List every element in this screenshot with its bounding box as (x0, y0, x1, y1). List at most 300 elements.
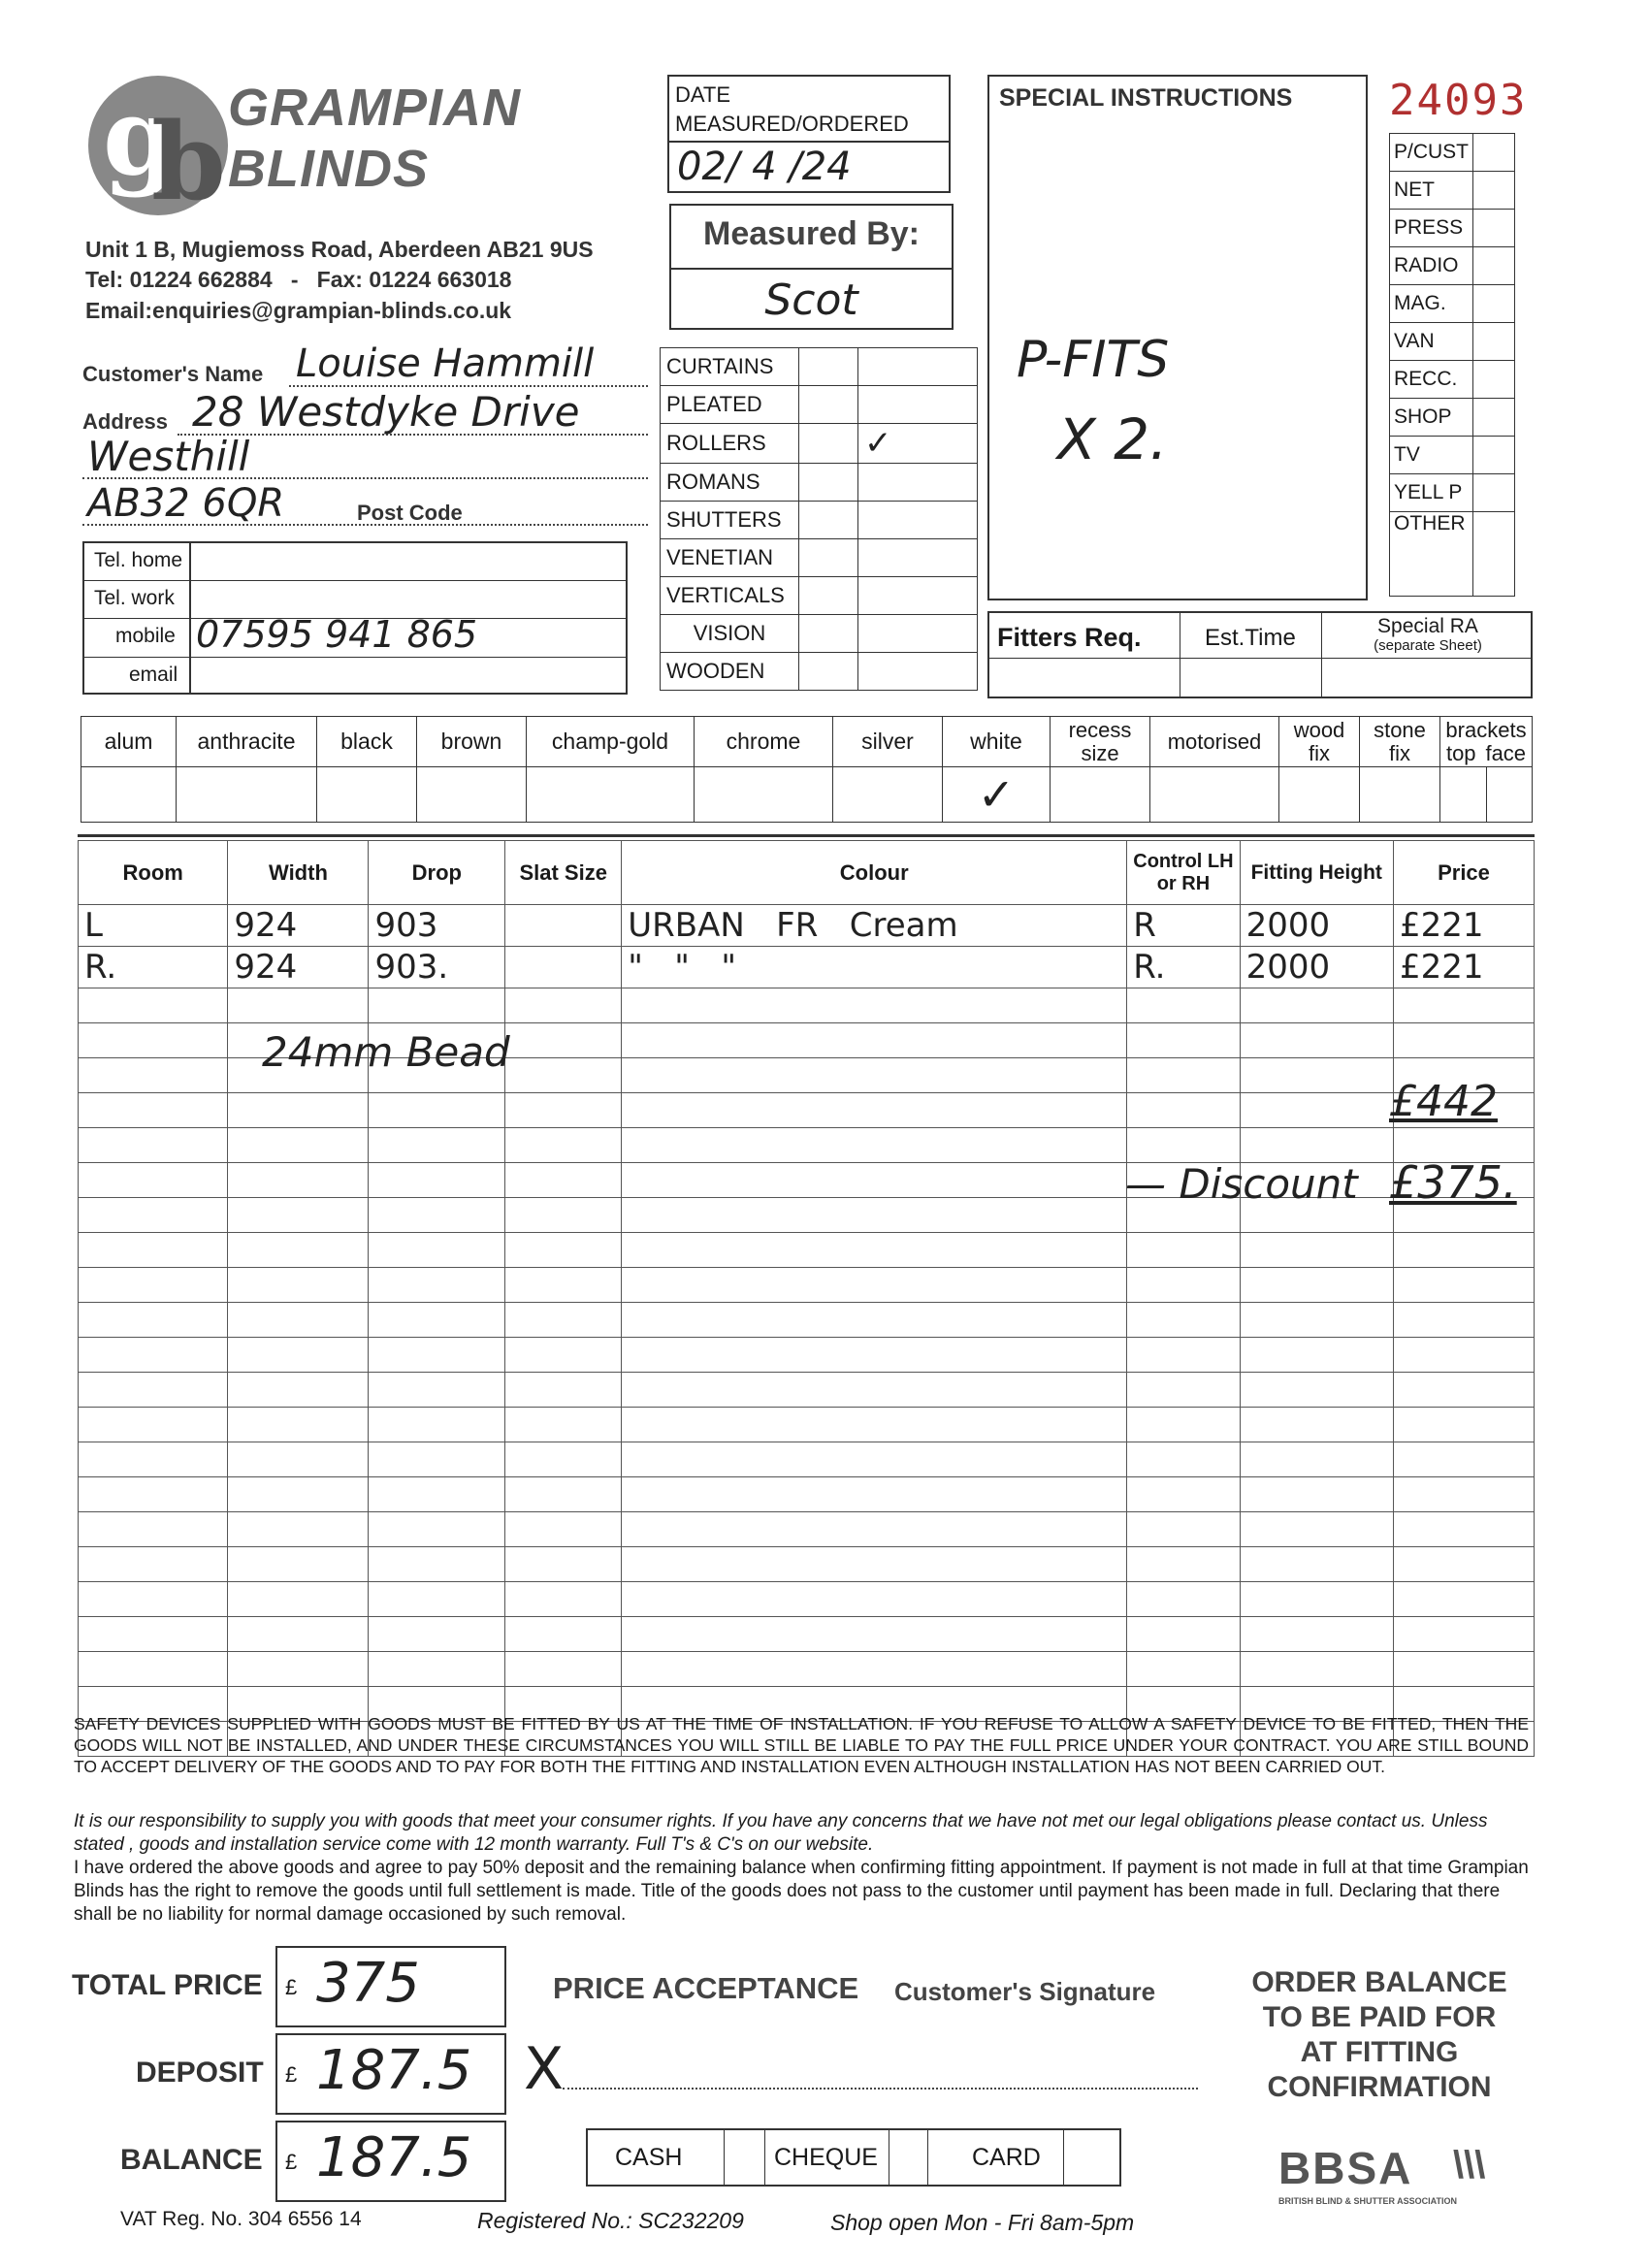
order-cell-slat[interactable] (505, 947, 622, 988)
order-cell-slat[interactable] (505, 1198, 622, 1233)
order-cell-colour[interactable] (622, 1093, 1127, 1128)
order-cell-colour[interactable] (622, 1023, 1127, 1058)
source-checkbox[interactable] (1473, 134, 1515, 172)
order-cell-width[interactable] (228, 1268, 369, 1303)
order-cell-colour[interactable] (622, 1652, 1127, 1687)
col-price: Price (1393, 841, 1534, 905)
order-cell-fitting[interactable] (1240, 1477, 1393, 1512)
order-cell-colour[interactable] (622, 1198, 1127, 1233)
order-cell-control[interactable] (1127, 1233, 1240, 1268)
colour-option-checkbox[interactable] (1150, 767, 1279, 823)
order-cell-control[interactable] (1127, 1652, 1240, 1687)
colour-option-6: silver (833, 717, 943, 767)
col-control: Control LH or RH (1127, 841, 1240, 905)
order-cell-fitting[interactable] (1240, 1582, 1393, 1617)
order-cell-colour[interactable] (622, 1512, 1127, 1547)
source-checkbox[interactable] (1473, 172, 1515, 210)
order-cell-fitting[interactable] (1240, 1128, 1393, 1163)
balance-label: BALANCE (120, 2144, 263, 2176)
order-cell-drop[interactable] (369, 1338, 505, 1373)
order-cell-width[interactable] (228, 1093, 369, 1128)
order-cell-control[interactable] (1127, 1058, 1240, 1093)
order-cell-room[interactable] (79, 1512, 228, 1547)
postcode-value[interactable]: AB32 6QR (87, 481, 285, 526)
col-fitting: Fitting Height (1240, 841, 1393, 905)
order-cell-width[interactable] (228, 1373, 369, 1408)
order-cell-drop[interactable] (369, 1303, 505, 1338)
order-cell-colour[interactable] (622, 1373, 1127, 1408)
order-cell-slat[interactable] (505, 1442, 622, 1477)
order-cell-slat[interactable] (505, 1268, 622, 1303)
source-checkbox[interactable] (1473, 361, 1515, 399)
order-cell-colour[interactable] (622, 1233, 1127, 1268)
order-note[interactable]: 24mm Bead (262, 1028, 510, 1076)
order-cell-width[interactable] (228, 1233, 369, 1268)
order-cell-fitting[interactable] (1240, 1442, 1393, 1477)
source-checkbox[interactable] (1473, 210, 1515, 247)
product-type-checkbox-2[interactable] (858, 386, 978, 424)
order-cell-width[interactable] (228, 1582, 369, 1617)
order-cell-colour[interactable] (622, 1268, 1127, 1303)
order-cell-room[interactable] (79, 1163, 228, 1198)
address-line1[interactable]: 28 Westdyke Drive (192, 388, 580, 436)
order-cell-fitting[interactable]: 2000 (1240, 947, 1393, 988)
order-cell-slat[interactable] (505, 1512, 622, 1547)
colour-option-checkbox[interactable] (1486, 767, 1533, 823)
order-cell-room[interactable] (79, 1058, 228, 1093)
order-cell-width[interactable] (228, 1442, 369, 1477)
order-cell-control[interactable] (1127, 1442, 1240, 1477)
signature-line[interactable] (563, 2088, 1198, 2090)
order-cell-price[interactable]: £221 (1393, 947, 1534, 988)
discount-label[interactable]: — Discount (1125, 1160, 1358, 1208)
product-type-checkbox[interactable] (799, 615, 858, 653)
source-label: VAN (1390, 323, 1473, 361)
colour-option-checkbox[interactable]: ✓ (943, 767, 1051, 823)
brackets-label: brackets (1445, 717, 1527, 742)
table-row (79, 1303, 1535, 1338)
table-row (79, 988, 1535, 1023)
colour-option-motorised: motorised (1150, 717, 1279, 767)
order-cell-control[interactable] (1127, 1023, 1240, 1058)
order-cell-width[interactable] (228, 1408, 369, 1442)
footer-shop: Shop open Mon - Fri 8am-5pm (830, 2210, 1135, 2235)
order-cell-slat[interactable] (505, 1338, 622, 1373)
order-cell-room[interactable] (79, 1408, 228, 1442)
rights-terms: It is our responsibility to supply you with goods that meet your consumer rights. If you have any concerns that we have not met our legal obligations please contact us. Unless stated , goods and installation service come with 12 month warranty. Full T's & C's on our website. (74, 1811, 1488, 1855)
table-row (79, 947, 1535, 988)
order-cell-control[interactable] (1127, 1617, 1240, 1652)
order-cell-room[interactable] (79, 1233, 228, 1268)
subtotal-value[interactable]: £442 (1389, 1077, 1498, 1126)
pay-card[interactable]: CARD (972, 2144, 1041, 2171)
source-checkbox[interactable] (1473, 323, 1515, 361)
order-cell-colour[interactable] (622, 1163, 1127, 1198)
col-colour: Colour (622, 841, 1127, 905)
product-type-label: ROMANS (661, 464, 799, 502)
colour-option-checkbox[interactable] (1360, 767, 1440, 823)
order-cell-room[interactable] (79, 1093, 228, 1128)
product-type-checkbox-2[interactable] (858, 502, 978, 539)
order-cell-colour[interactable] (622, 1058, 1127, 1093)
table-row (79, 1512, 1535, 1547)
order-cell-control[interactable] (1127, 1268, 1240, 1303)
order-cell-colour[interactable]: URBAN FR Cream (622, 905, 1127, 947)
colour-option-checkbox[interactable] (177, 767, 317, 823)
order-cell-slat[interactable] (505, 1652, 622, 1687)
source-label: RECC. (1390, 361, 1473, 399)
order-cell-room[interactable] (79, 1373, 228, 1408)
order-cell-fitting[interactable] (1240, 1547, 1393, 1582)
date-box (667, 75, 951, 193)
order-balance-line2: TO BE PAID FOR (1262, 2001, 1497, 2033)
source-row (1390, 172, 1515, 210)
order-cell-width[interactable]: 924 (228, 905, 369, 947)
source-label: YELL P (1390, 474, 1473, 512)
order-number: 24093 (1389, 76, 1528, 125)
product-type-checkbox[interactable] (799, 653, 858, 691)
order-cell-width[interactable] (228, 1512, 369, 1547)
order-cell-room[interactable] (79, 1338, 228, 1373)
order-cell-price[interactable] (1393, 1652, 1534, 1687)
mobile-value[interactable]: 07595 941 865 (196, 613, 478, 656)
order-cell-room[interactable] (79, 1198, 228, 1233)
order-cell-control[interactable] (1127, 1303, 1240, 1338)
company-name-line2: BLINDS (228, 140, 429, 198)
colour-option-checkbox[interactable] (695, 767, 833, 823)
order-cell-drop[interactable] (369, 1442, 505, 1477)
source-label: PRESS (1390, 210, 1473, 247)
order-cell-fitting[interactable] (1240, 1373, 1393, 1408)
col-drop: Drop (369, 841, 505, 905)
deposit-value[interactable]: 187.5 (316, 2039, 472, 2102)
order-cell-room[interactable] (79, 1442, 228, 1477)
tel-home-label: Tel. home (94, 549, 183, 571)
product-type-checkbox-2[interactable] (858, 577, 978, 615)
colour-option-checkbox[interactable] (1440, 767, 1487, 823)
order-cell-room[interactable] (79, 1128, 228, 1163)
product-type-row (661, 502, 978, 539)
product-type-checkbox[interactable] (799, 502, 858, 539)
order-cell-room[interactable] (79, 1303, 228, 1338)
order-cell-price[interactable] (1393, 1582, 1534, 1617)
source-label: OTHER (1390, 512, 1473, 597)
order-cell-room[interactable] (79, 1652, 228, 1687)
source-checkbox[interactable] (1473, 437, 1515, 474)
brackets-header (1440, 717, 1533, 767)
source-row (1390, 210, 1515, 247)
pay-cheque[interactable]: CHEQUE (774, 2144, 878, 2171)
pay-cash[interactable]: CASH (615, 2144, 683, 2171)
payment-methods (586, 2128, 1121, 2187)
order-cell-price[interactable] (1393, 1408, 1534, 1442)
colour-option-checkbox[interactable] (1051, 767, 1150, 823)
date-value[interactable]: 02/ 4 /24 (677, 145, 852, 189)
order-cell-fitting[interactable] (1240, 1058, 1393, 1093)
order-cell-colour[interactable] (622, 1582, 1127, 1617)
colour-option-checkbox[interactable] (833, 767, 943, 823)
order-cell-price[interactable] (1393, 1617, 1534, 1652)
measured-by-label: Measured By: (703, 215, 920, 252)
product-type-label: VERTICALS (661, 577, 799, 615)
order-cell-slat[interactable] (505, 1303, 622, 1338)
order-balance-line4: CONFIRMATION (1267, 2071, 1492, 2103)
order-cell-price[interactable] (1393, 1233, 1534, 1268)
source-row (1390, 323, 1515, 361)
product-type-checkbox[interactable] (799, 539, 858, 577)
source-checkbox[interactable] (1473, 285, 1515, 323)
order-cell-colour[interactable] (622, 1477, 1127, 1512)
product-type-row (661, 539, 978, 577)
order-cell-fitting[interactable] (1240, 1652, 1393, 1687)
order-cell-drop[interactable] (369, 1163, 505, 1198)
colour-option-stone_fix: stone fix (1360, 717, 1440, 767)
product-type-checkbox-2[interactable]: ✓ (858, 424, 978, 464)
order-cell-colour[interactable] (622, 1128, 1127, 1163)
order-table (78, 840, 1535, 1757)
price-acceptance-title: PRICE ACCEPTANCE (553, 1971, 859, 2005)
order-cell-control[interactable] (1127, 1373, 1240, 1408)
colour-option-checkbox[interactable] (417, 767, 527, 823)
order-cell-fitting[interactable] (1240, 1512, 1393, 1547)
order-cell-price[interactable] (1393, 1547, 1534, 1582)
product-type-checkbox[interactable] (799, 386, 858, 424)
table-row (79, 1652, 1535, 1687)
order-cell-slat[interactable] (505, 988, 622, 1023)
source-checkbox[interactable] (1473, 474, 1515, 512)
order-cell-slat[interactable] (505, 1023, 622, 1058)
order-cell-width[interactable] (228, 1338, 369, 1373)
col-room: Room (79, 841, 228, 905)
special-ra-sub: (separate Sheet) (1374, 637, 1482, 654)
product-type-checkbox-2[interactable] (858, 539, 978, 577)
table-row (79, 1442, 1535, 1477)
source-row (1390, 361, 1515, 399)
order-cell-width[interactable] (228, 1128, 369, 1163)
order-cell-fitting[interactable]: 2000 (1240, 905, 1393, 947)
order-cell-price[interactable] (1393, 1373, 1534, 1408)
order-cell-width[interactable] (228, 1652, 369, 1687)
product-type-checkbox[interactable] (799, 348, 858, 386)
source-checkbox[interactable] (1473, 247, 1515, 285)
special-instructions-line1[interactable]: P-FITS (1017, 331, 1170, 389)
colour-option-7: white (943, 717, 1051, 767)
order-cell-width[interactable] (228, 1477, 369, 1512)
product-type-checkbox-2[interactable] (858, 464, 978, 502)
colour-option-checkbox[interactable] (1279, 767, 1360, 823)
colour-option-checkbox[interactable] (527, 767, 695, 823)
order-cell-slat[interactable] (505, 1582, 622, 1617)
order-cell-colour[interactable] (622, 1408, 1127, 1442)
order-cell-room[interactable] (79, 988, 228, 1023)
measured-by-value[interactable]: Scot (764, 275, 858, 325)
colour-option-checkbox[interactable] (81, 767, 177, 823)
order-cell-width[interactable] (228, 1303, 369, 1338)
order-cell-fitting[interactable] (1240, 1408, 1393, 1442)
order-cell-control[interactable] (1127, 1547, 1240, 1582)
deposit-box (275, 2033, 506, 2115)
order-cell-drop[interactable] (369, 988, 505, 1023)
order-cell-colour[interactable]: " " " (622, 947, 1127, 988)
order-cell-colour[interactable] (622, 1442, 1127, 1477)
balance-value[interactable]: 187.5 (316, 2126, 472, 2189)
product-type-checkbox[interactable] (799, 577, 858, 615)
order-cell-slat[interactable] (505, 1058, 622, 1093)
special-instructions-label: SPECIAL INSTRUCTIONS (999, 84, 1293, 112)
product-type-checkbox[interactable] (799, 464, 858, 502)
order-cell-control[interactable] (1127, 1582, 1240, 1617)
product-type-checkbox-2[interactable] (858, 615, 978, 653)
order-cell-drop[interactable] (369, 1617, 505, 1652)
order-cell-room[interactable]: R. (79, 947, 228, 988)
order-cell-room[interactable]: L (79, 905, 228, 947)
order-cell-slat[interactable] (505, 1128, 622, 1163)
product-type-label: WOODEN (661, 653, 799, 691)
source-row (1390, 134, 1515, 172)
source-checkbox[interactable] (1473, 512, 1515, 597)
order-cell-width[interactable] (228, 1198, 369, 1233)
order-cell-width[interactable] (228, 1617, 369, 1652)
order-cell-slat[interactable] (505, 1233, 622, 1268)
order-cell-price[interactable]: £221 (1393, 905, 1534, 947)
total-price-value[interactable]: 375 (316, 1952, 420, 2015)
order-cell-slat[interactable] (505, 1408, 622, 1442)
order-cell-room[interactable] (79, 1023, 228, 1058)
order-cell-control[interactable] (1127, 988, 1240, 1023)
product-type-checkbox-2[interactable] (858, 653, 978, 691)
order-cell-price[interactable] (1393, 988, 1534, 1023)
product-type-label: CURTAINS (661, 348, 799, 386)
order-cell-colour[interactable] (622, 1547, 1127, 1582)
table-row (79, 1617, 1535, 1652)
company-address: Unit 1 B, Mugiemoss Road, Aberdeen AB21 9US (85, 237, 594, 262)
order-cell-control[interactable] (1127, 1093, 1240, 1128)
order-cell-room[interactable] (79, 1477, 228, 1512)
company-phone-fax: Tel: 01224 662884 - Fax: 01224 663018 (85, 267, 512, 292)
signature-label: Customer's Signature (894, 1977, 1156, 2006)
order-cell-drop[interactable] (369, 1233, 505, 1268)
order-cell-fitting[interactable] (1240, 1338, 1393, 1373)
order-cell-drop[interactable] (369, 1408, 505, 1442)
order-cell-colour[interactable] (622, 1303, 1127, 1338)
order-cell-drop[interactable] (369, 1093, 505, 1128)
order-cell-drop[interactable] (369, 1268, 505, 1303)
order-cell-fitting[interactable] (1240, 1233, 1393, 1268)
order-cell-slat[interactable] (505, 1373, 622, 1408)
product-type-checkbox-2[interactable] (858, 348, 978, 386)
order-cell-drop[interactable]: 903 (369, 905, 505, 947)
est-time-label: Est.Time (1205, 625, 1296, 651)
order-cell-control[interactable] (1127, 1128, 1240, 1163)
order-cell-room[interactable] (79, 1547, 228, 1582)
customer-name[interactable]: Louise Hammill (296, 341, 595, 386)
total-currency: £ (285, 1975, 298, 1999)
colour-option-checkbox[interactable] (317, 767, 417, 823)
fitters-req-label: Fitters Req. (997, 623, 1142, 652)
order-cell-room[interactable] (79, 1268, 228, 1303)
safety-terms: SAFETY DEVICES SUPPLIED WITH GOODS MUST BE FITTED BY US AT THE TIME OF INSTALLATION. IF YOU REFUSE TO ALLOW A SAFETY DEVICE TO BE FITTED, THEN THE GOODS WILL NOT BE INSTALLED, AND UNDER THESE CIRCUMSTANCES YOU WILL STILL BE LIABLE TO PAY THE FULL PRICE UNDER YOUR CONTRACT. YOU ARE STILL BOUND TO ACCEPT DELIVERY OF THE GOODS AND TO PAY FOR BOTH THE FITTING AND INSTALLATION EVEN ALTHOUGH INSTALLATION HAS NOT BEEN CARRIED OUT. (74, 1714, 1529, 1776)
product-type-checkbox[interactable] (799, 424, 858, 464)
order-cell-fitting[interactable] (1240, 1617, 1393, 1652)
table-row (79, 1547, 1535, 1582)
order-cell-price[interactable] (1393, 1477, 1534, 1512)
address-line2[interactable]: Westhill (87, 433, 250, 480)
order-cell-control[interactable] (1127, 1477, 1240, 1512)
company-email: Email:enquiries@grampian-blinds.co.uk (85, 298, 512, 323)
order-cell-fitting[interactable] (1240, 1023, 1393, 1058)
order-cell-control[interactable] (1127, 1408, 1240, 1442)
order-cell-colour[interactable] (622, 1617, 1127, 1652)
order-cell-width[interactable]: 924 (228, 947, 369, 988)
order-cell-slat[interactable] (505, 905, 622, 947)
order-cell-fitting[interactable] (1240, 1268, 1393, 1303)
order-cell-price[interactable] (1393, 1303, 1534, 1338)
order-cell-drop[interactable] (369, 1373, 505, 1408)
order-cell-drop[interactable]: 903. (369, 947, 505, 988)
measured-by-box (669, 204, 954, 330)
order-cell-slat[interactable] (505, 1547, 622, 1582)
order-cell-width[interactable] (228, 988, 369, 1023)
source-row (1390, 512, 1515, 597)
table-row (79, 1128, 1535, 1163)
order-cell-colour[interactable] (622, 988, 1127, 1023)
col-width: Width (228, 841, 369, 905)
total-price-label: TOTAL PRICE (72, 1969, 263, 2001)
order-cell-price[interactable] (1393, 1268, 1534, 1303)
order-cell-slat[interactable] (505, 1617, 622, 1652)
order-cell-price[interactable] (1393, 1338, 1534, 1373)
order-cell-control[interactable] (1127, 1512, 1240, 1547)
order-cell-drop[interactable] (369, 1582, 505, 1617)
bbsa-logo: BBSA (1278, 2143, 1413, 2193)
order-cell-fitting[interactable] (1240, 1093, 1393, 1128)
balance-box (275, 2121, 506, 2202)
order-cell-slat[interactable] (505, 1477, 622, 1512)
source-checkbox[interactable] (1473, 399, 1515, 437)
order-cell-colour[interactable] (622, 1338, 1127, 1373)
brackets-face-label: face (1485, 740, 1527, 765)
order-cell-price[interactable] (1393, 1442, 1534, 1477)
company-name-line1: GRAMPIAN (228, 79, 521, 137)
order-cell-price[interactable] (1393, 1512, 1534, 1547)
order-cell-slat[interactable] (505, 1163, 622, 1198)
special-instructions-line2[interactable]: X 2. (1057, 406, 1168, 472)
order-cell-control[interactable]: R. (1127, 947, 1240, 988)
order-cell-drop[interactable] (369, 1128, 505, 1163)
colour-option-4: champ-gold (527, 717, 695, 767)
signature-mark[interactable]: X (524, 2035, 565, 2103)
order-cell-fitting[interactable] (1240, 988, 1393, 1023)
order-cell-width[interactable] (228, 1163, 369, 1198)
order-cell-room[interactable] (79, 1582, 228, 1617)
order-cell-width[interactable] (228, 1547, 369, 1582)
bbsa-sub: BRITISH BLIND & SHUTTER ASSOCIATION (1278, 2196, 1457, 2206)
order-cell-price[interactable] (1393, 1023, 1534, 1058)
order-cell-drop[interactable] (369, 1198, 505, 1233)
order-cell-room[interactable] (79, 1617, 228, 1652)
phone-table (82, 541, 628, 695)
discount-total[interactable]: £375. (1389, 1156, 1517, 1209)
order-cell-drop[interactable] (369, 1547, 505, 1582)
order-cell-control[interactable]: R (1127, 905, 1240, 947)
order-cell-drop[interactable] (369, 1512, 505, 1547)
table-row (79, 1093, 1535, 1128)
order-cell-drop[interactable] (369, 1477, 505, 1512)
order-cell-fitting[interactable] (1240, 1303, 1393, 1338)
order-cell-drop[interactable] (369, 1652, 505, 1687)
order-cell-control[interactable] (1127, 1338, 1240, 1373)
order-cell-slat[interactable] (505, 1093, 622, 1128)
